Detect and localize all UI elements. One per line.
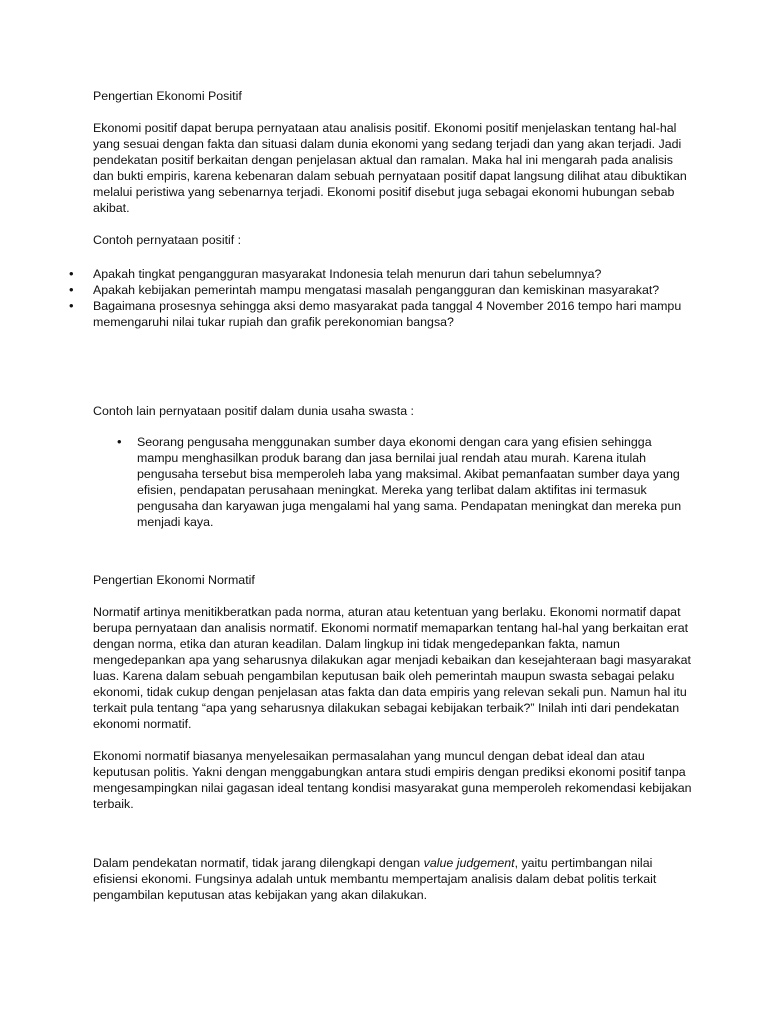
paragraph-normatif-1: Normatif artinya menitikberatkan pada norma, aturan atau ketentuan yang berlaku. Ekonomi normatif dapat berupa pernyataan dan analisis normatif. Ekonomi normatif memaparkan tentang hal-hal yang berkaitan erat dengan norma, etika dan aturan keadilan. Dalam lingkup ini tidak mengedepankan fakta, namun mengedepankan apa yang seharusnya dilakukan agar menjadi kebaikan dan kesejahteraan bagi masyarakat luas. Karena dalam sebuah pengambilan keputusan baik oleh pemerintah maupun swasta sebagai pelaku ekonomi, tidak cukup dengan penjelasan atas fakta dan data empiris yang relevan sekali pun. Namun hal itu terkait pula tentang “apa yang seharusnya dilakukan sebagai kebijakan terbaik?” Inilah inti dari pendekatan ekonomi normatif. [93, 605, 691, 731]
label-contoh-swasta: Contoh lain pernyataan positif dalam dunia usaha swasta : [93, 404, 414, 418]
value-judgement-term: value judgement [423, 856, 515, 870]
label-contoh-positif: Contoh pernyataan positif : [93, 233, 242, 247]
list-item: • Bagaimana prosesnya sehingga aksi demo masyarakat pada tanggal 4 November 2016 tempo hari mampu memengaruhi nilai tukar rupiah dan grafik perekonomian bangsa? [93, 298, 693, 330]
heading-ekonomi-normatif: Pengertian Ekonomi Normatif [93, 573, 255, 587]
heading-ekonomi-positif: Pengertian Ekonomi Positif [93, 89, 242, 103]
paragraph-normatif-2: Ekonomi normatif biasanya menyelesaikan permasalahan yang muncul dengan debat ideal dan atau keputusan politis. Yakni dengan menggabungkan antara studi empiris dengan prediksi ekonomi positif tanpa mengesampingkan nilai gagasan ideal tentang kondisi masyarakat guna memperoleh rekomendasi kebijakan terbaik. [93, 749, 692, 811]
list-item: • Apakah kebijakan pemerintah mampu mengatasi masalah pengangguran dan kemiskinan masyarakat? [93, 282, 693, 298]
paragraph-normatif-3 [93, 855, 693, 903]
paragraph-ekonomi-positif: Ekonomi positif dapat berupa pernyataan atau analisis positif. Ekonomi positif menjelaskan tentang hal-hal yang sesuai dengan fakta dan situasi dalam dunia ekonomi yang sedang terjadi dan yang akan terjadi. Jadi pendekatan positif berkaitan dengan penjelasan aktual dan ramalan. Maka hal ini mengarah pada analisis dan bukti empiris, karena kebenaran dalam sebuah pernyataan positif dapat langsung dilihat atau dibuktikan melalui peristiwa yang sebenarnya terjadi. Ekonomi positif disebut juga sebagai ekonomi hubungan sebab akibat. [93, 121, 687, 215]
list-contoh-positif [93, 266, 693, 330]
list-item: • Seorang pengusaha menggunakan sumber daya ekonomi dengan cara yang efisien sehingga mampu menghasilkan produk barang dan jasa bernilai jual rendah atau murah. Karena itulah pengusaha tersebut bisa memperoleh laba yang maksimal. Akibat pemanfaatan sumber daya yang efisien, pendapatan perusahaan meningkat. Mereka yang terlibat dalam aktifitas ini termasuk pengusaha dan karyawan juga mengalami hal yang sama. Pendapatan meningkat dan mereka pun menjadi kaya. [137, 434, 682, 530]
list-contoh-swasta [137, 434, 682, 530]
text-segment: Dalam pendekatan normatif, tidak jarang dilengkapi dengan [93, 856, 424, 870]
text-segment: , yaitu pertimbangan nilai efisiensi ekonomi. Fungsinya adalah untuk membantu mempertajam analisis dalam debat politis terkait pengambilan keputusan atas kebijakan yang akan dilakukan. [93, 856, 657, 902]
list-item: • Apakah tingkat pengangguran masyarakat Indonesia telah menurun dari tahun sebelumnya? [93, 266, 693, 282]
